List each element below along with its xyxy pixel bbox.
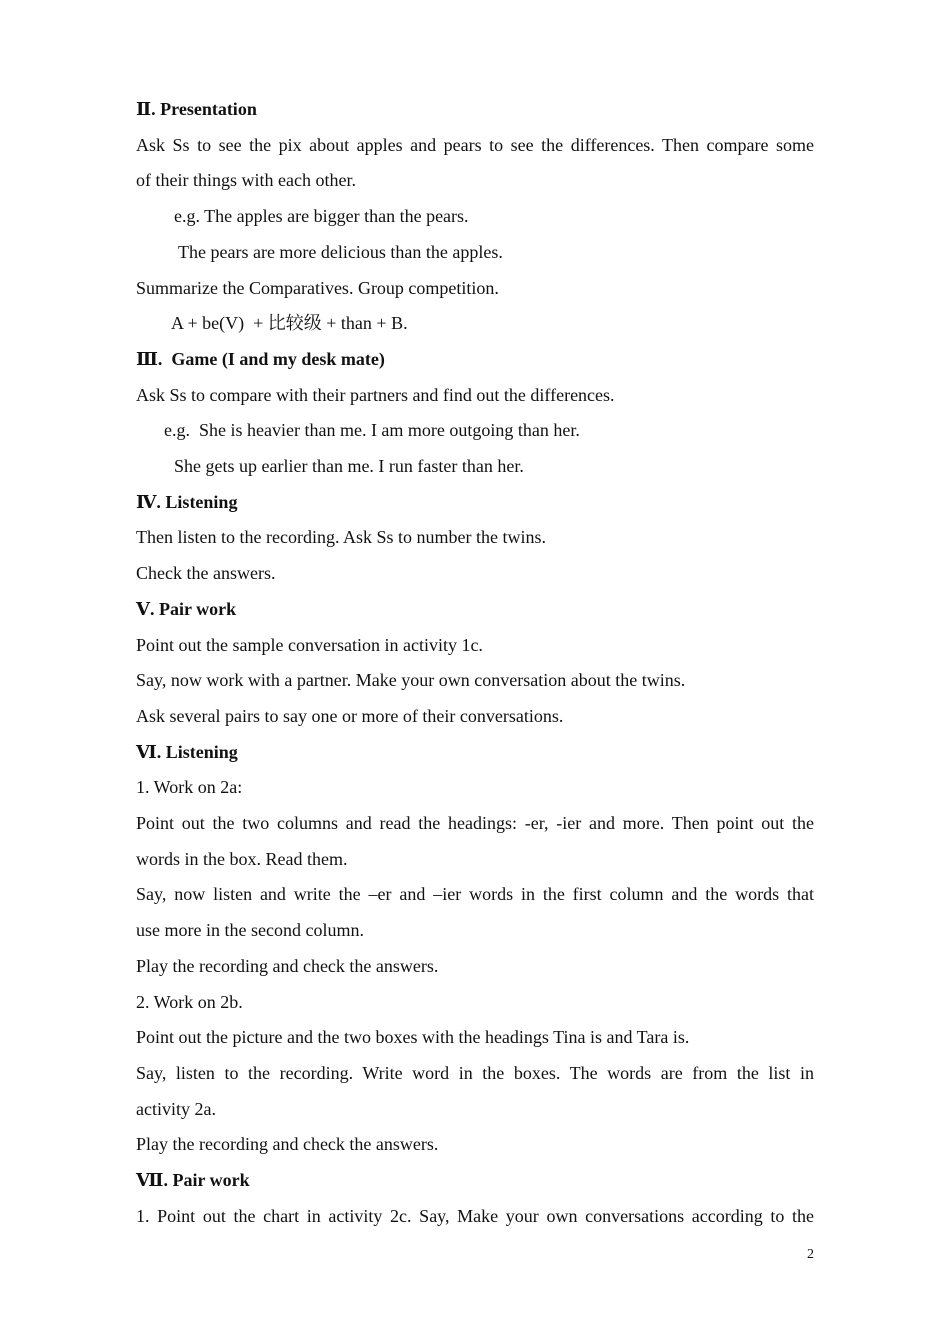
section-heading-pair-work-2: Ⅶ. Pair work [136, 1170, 250, 1191]
document-page [136, 92, 814, 1235]
section-heading-presentation: Ⅱ. Presentation [136, 99, 257, 119]
page-number: 2 [807, 1247, 814, 1262]
paragraph: Say, now listen and write the –er and –ier words in the first column and the words that [136, 884, 814, 905]
paragraph: Ask several pairs to say one or more of their conversations. [136, 705, 564, 726]
example-sentence: e.g. The apples are bigger than the pears. [174, 206, 469, 227]
paragraph: Play the recording and check the answers. [136, 955, 439, 976]
section-heading-game: Ⅲ. Game (I and my desk mate) [136, 348, 385, 369]
example-sentence: e.g. She is heavier than me. I am more outgoing than her. [164, 420, 580, 441]
section-heading-listening-2: Ⅵ. Listening [136, 741, 238, 762]
grammar-formula: A + be(V) + 比较级 + than + B. [171, 313, 408, 334]
paragraph: Ask Ss to see the pix about apples and pears to see the differences. Then compare some [136, 134, 814, 155]
paragraph: Summarize the Comparatives. Group competition. [136, 277, 499, 298]
paragraph: Say, now work with a partner. Make your own conversation about the twins. [136, 670, 686, 691]
paragraph: Then listen to the recording. Ask Ss to number the twins. [136, 527, 546, 548]
paragraph: Say, listen to the recording. Write word in the boxes. The words are from the list in [136, 1062, 814, 1083]
paragraph: words in the box. Read them. [136, 848, 348, 869]
paragraph: Check the answers. [136, 563, 276, 584]
paragraph: Play the recording and check the answers. [136, 1134, 439, 1155]
paragraph: Point out the two columns and read the headings: -er, -ier and more. Then point out the [136, 813, 814, 834]
paragraph: use more in the second column. [136, 920, 364, 941]
paragraph: activity 2a. [136, 1098, 216, 1119]
list-item: 1. Work on 2a: [136, 777, 243, 798]
paragraph: 1. Point out the chart in activity 2c. Say, Make your own conversations according to the [136, 1205, 814, 1226]
paragraph: Point out the sample conversation in activity 1c. [136, 634, 483, 655]
section-heading-listening: Ⅳ. Listening [136, 491, 238, 512]
paragraph: Point out the picture and the two boxes with the headings Tina is and Tara is. [136, 1027, 690, 1048]
list-item: 2. Work on 2b. [136, 991, 243, 1012]
example-sentence: She gets up earlier than me. I run faster than her. [174, 456, 524, 477]
section-heading-pair-work: Ⅴ. Pair work [136, 598, 237, 619]
paragraph: Ask Ss to compare with their partners and find out the differences. [136, 384, 615, 405]
paragraph: of their things with each other. [136, 170, 356, 191]
example-sentence: The pears are more delicious than the apples. [178, 241, 503, 262]
